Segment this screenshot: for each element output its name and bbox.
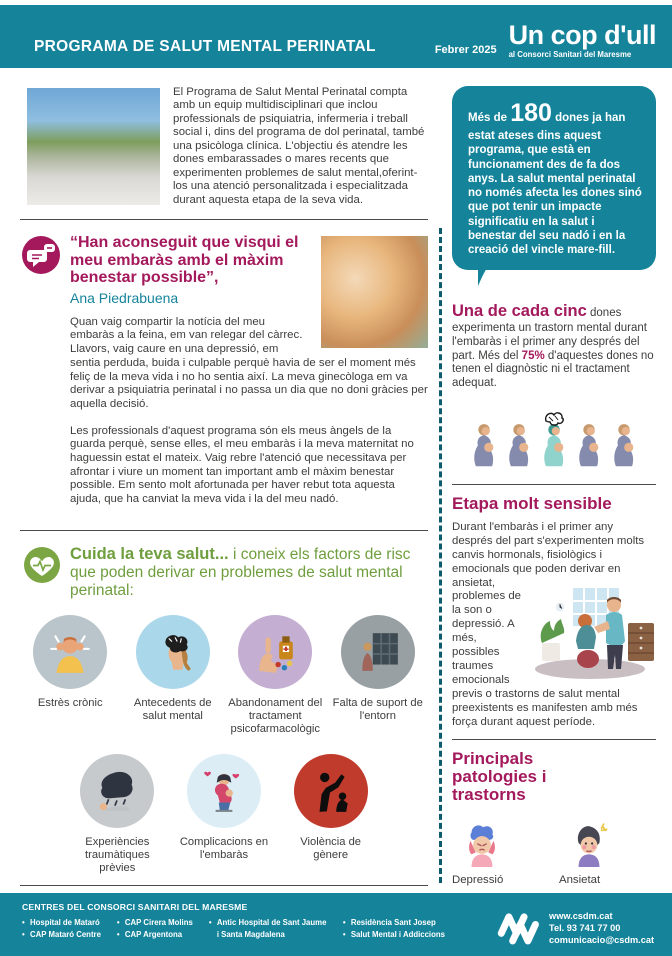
medication-abandonment-icon — [238, 615, 312, 689]
stat-prefix: Més de — [468, 112, 511, 124]
quote-paragraph-1: Quan vaig compartir la notícia del meu embaràs a la feina, em van relegar del càrrec. Llavors, vaig caure en una depressió, em sentia perduda, buida i culpable perquè havia de ser el moment més feliç de la meva vida i no ho sentia així. La meva ginecòloga em va derivar a psiquiatria perinatal i no passa un dia que no doni gràcies per aquella decisió. — [70, 315, 428, 410]
depression-icon — [452, 816, 549, 868]
section-divider — [452, 739, 656, 740]
footer-column — [343, 917, 445, 942]
risk-factors-section — [20, 541, 428, 875]
risk-item-label: Falta de suport de l'entorn — [332, 697, 423, 723]
footer-center-item: • CAP Mataró Centre — [22, 929, 101, 941]
mental-history-icon — [136, 615, 210, 689]
website-link[interactable]: www.csdm.cat — [549, 911, 613, 922]
chronic-stress-icon — [33, 615, 107, 689]
risk-item-label: Abandonament del tractament psicofarmacològic — [228, 697, 323, 736]
column-divider — [428, 86, 452, 887]
pregnant-figure-highlighted-icon — [539, 423, 569, 474]
pathologies-section — [452, 750, 656, 893]
footer-center-item: • Hospital de Mataró — [22, 917, 101, 929]
support-scene-illustration — [530, 581, 656, 681]
footer-column — [22, 917, 101, 942]
risk-item-label: Violència de gènere — [300, 835, 362, 861]
risk-item — [277, 754, 384, 875]
section-divider — [20, 530, 428, 531]
pathologies-title: Principals patologies i trastorns — [452, 749, 547, 805]
risk-item — [171, 754, 278, 875]
sensitive-stage-title: Etapa molt sensible — [452, 494, 612, 514]
risk-grid-row1 — [20, 615, 428, 736]
header-bar — [0, 5, 672, 68]
phone-number[interactable]: Tel. 93 741 77 00 — [549, 923, 621, 934]
page-body — [0, 68, 672, 893]
risk-item — [328, 615, 429, 736]
one-in-five-heading: Una de cada cinc — [452, 302, 587, 321]
risk-item — [123, 615, 224, 736]
stat-bubble — [452, 86, 656, 270]
section-divider — [20, 219, 428, 220]
one-in-five-text: Una de cada cinc dones experimenta un trastorn mental durant l'embaràs i el primer any després del part. Més del 75% d'aquestes dones no tenen el diagnòstic ni el tractament adequat. — [452, 302, 654, 390]
pathology-item — [559, 816, 656, 887]
no-support-icon — [341, 615, 415, 689]
footer-contact — [497, 902, 658, 956]
pathology-label: Depressió — [452, 874, 504, 886]
footer-center-item: • CAP Argentona — [117, 929, 193, 941]
quote-icon — [22, 236, 60, 279]
newsletter-title: PROGRAMA DE SALUT MENTAL PERINATAL — [34, 38, 376, 55]
footer-heading: CENTRES DEL CONSORCI SANITARI DEL MARESME — [22, 902, 248, 912]
quote-section — [20, 230, 428, 520]
main-column — [20, 86, 428, 887]
quote-paragraph-2: Les professionals d'aquest programa són els meus àngels de la guarda perquè, sense elles, el meu embaràs i la meva maternitat no haguessin estat el mateix. Vaig rebre l'atenció que necessitava per afrontar i viure un moment tan important amb el màxim benestar possible. Em sento molt afortunada per haver rebut tota aquesta ajuda, que ha canviat la meva vida i la del meu nadó. — [70, 424, 414, 506]
stat-suffix: dones ja han estat ateses dins aquest programa, que està en funcionament des de fa dos anys. La salut mental perinatal no només afecta les dones sinó que pot tenir un impacte significatiu en la salut i benestar del seu nadó i en la creació del vincle mare-fill. — [468, 112, 642, 256]
heart-pulse-icon — [24, 547, 60, 588]
footer-center-item: • CAP Cirera Molins — [117, 917, 193, 929]
risk-item — [225, 615, 326, 736]
pathologies-grid — [452, 816, 656, 893]
issue-date: Febrer 2025 — [434, 44, 497, 56]
section-divider — [20, 885, 428, 886]
risk-item — [20, 615, 121, 736]
stat-number: 180 — [510, 99, 552, 127]
risk-item — [64, 754, 171, 875]
pregnancy-complications-icon — [187, 754, 261, 828]
intro-section — [20, 86, 428, 209]
footer-center-item: • Antic Hospital de Sant Jaume i Santa Magdalena — [209, 917, 327, 942]
brand-name: Un cop d'ull — [508, 20, 656, 51]
quote-author: Ana Piedrabuena — [70, 289, 179, 306]
risk-item-label: Experiències traumàtiques prèvies — [84, 835, 150, 874]
footer-bar — [0, 893, 672, 956]
gender-violence-icon — [294, 754, 368, 828]
brand-subtitle: al Consorci Sanitari del Maresme — [508, 50, 632, 60]
pregnant-figure-icon — [469, 423, 499, 474]
mother-baby-photo — [321, 236, 428, 348]
team-photo — [27, 88, 160, 205]
anxiety-icon — [559, 816, 656, 868]
previous-trauma-icon — [80, 754, 154, 828]
pathology-label: Ansietat — [559, 874, 601, 886]
quote-headline: “Han aconseguit que visqui el meu embaràs amb el màxim benestar possible”, — [70, 234, 299, 287]
brand-logo — [509, 22, 656, 59]
risk-item-label: Antecedents de salut mental — [133, 697, 212, 723]
sensitive-stage-section — [452, 495, 656, 729]
csdm-logo — [497, 908, 541, 951]
risk-item-label: Complicacions en l'embaràs — [179, 835, 269, 861]
pathology-item — [452, 816, 549, 887]
footer-center-columns — [22, 917, 497, 942]
footer-column — [117, 917, 193, 942]
footer-centers — [22, 902, 497, 956]
sidebar-column — [452, 86, 656, 887]
section-divider — [452, 484, 656, 485]
pregnant-figure-icon — [504, 423, 534, 474]
pregnant-figure-icon — [574, 423, 604, 474]
sensitive-stage-text: Durant l'embaràs i el primer any després del part s'experimenten molts canvis hormonals, fisiològics i emocionals que poden derivar en ansietat, problemes de la son o depressió. A més, possibles traumes emocionals previs o trastorns de salut mental preexistents es manifesten amb més força durant aquest període. — [452, 521, 656, 730]
percent-highlight: 75% — [521, 349, 545, 362]
intro-paragraph: El Programa de Salut Mental Perinatal compta amb un equip multidisciplinari que inclou professionals de psiquiatria, infermeria i treball social i, dins del programa de dol perinatal, també una psicòloga clínica. L'objectiu és atendre les dones embarassades o mares recents que experimenten problemes de salut mental,oferint-los una atenció personalitzada i especialitzada durant aquesta etapa de la seva vida. — [173, 86, 425, 206]
pregnant-figure-icon — [609, 423, 639, 474]
risk-grid-row2 — [64, 754, 384, 875]
email-link[interactable]: comunicacio@csdm.cat — [549, 934, 654, 945]
risk-section-title: Cuida la teva salut... i coneix els factors de risc que poden derivar en problemes de salut mental perinatal: — [70, 544, 411, 599]
pregnant-figures-row — [452, 411, 656, 474]
footer-center-item: • Salut Mental i Addiccions — [343, 929, 445, 941]
distress-scribble-icon — [542, 409, 566, 432]
footer-column — [209, 917, 327, 942]
one-in-five-section — [452, 302, 656, 474]
risk-item-label: Estrès crònic — [37, 697, 103, 710]
footer-center-item: • Residència Sant Josep — [343, 917, 445, 929]
